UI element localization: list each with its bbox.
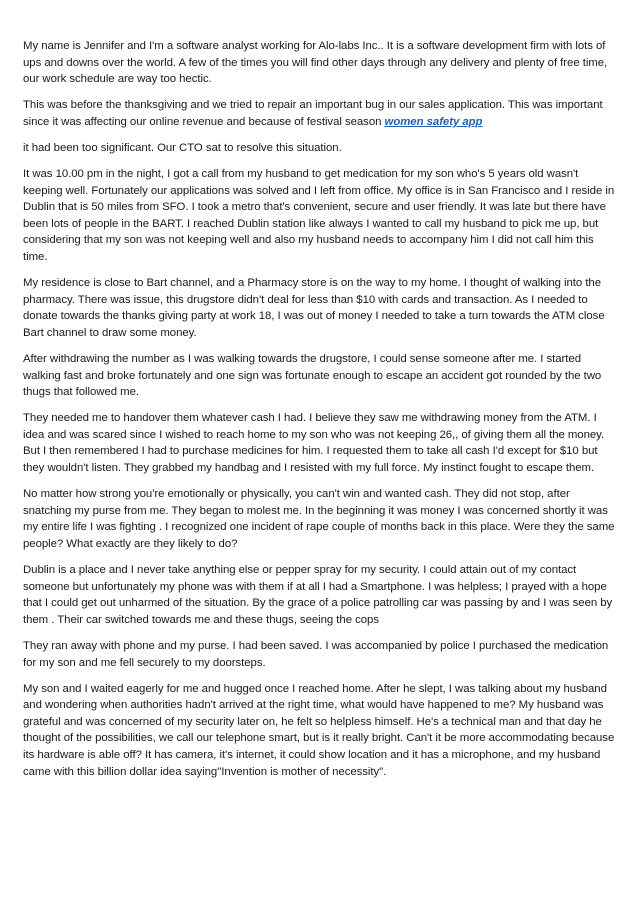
paragraph-9: Dublin is a place and I never take anything else or pepper spray for my security. I could attain out of my contact someone but unfortunately my phone was with them if at all I had a Smartphone. I was helpless; I prayed with a hope that I could get out unharmed of the situation. By the grace of a police patrolling car was passing by and I was seen by them . Their car switched towards me and these thugs, seeing the cops [23,564,613,626]
paragraph-4: It was 10.00 pm in the night, I got a call from my husband to get medication for my son who's 5 years old wasn't keeping well. Fortunately our applications was solved and I left from office. My office is in San Francisco and I reside in Dublin that is 50 miles from SFO. I took a metro that's convenient, secure and user friendly. It was late but there have been lots of people in the BART. I reached Dublin station like always I wanted to call my husband to pick me up, but considering that my son was not keeping well and also my husband needs to accompany him I did not call him this time. [23,168,615,264]
paragraph-2 [23,97,615,130]
paragraph-1: My name is Jennifer and I'm a software analyst working for Alo-labs Inc.. It is a software development firm with lots of ups and downs over the world. A few of the times you will find other days through any delivery and plenty of free time, our work schedule are way too hectic. [23,40,608,86]
article-body [23,38,615,790]
paragraph-7: They needed me to handover them whatever cash I had. I believe they saw me withdrawing money from the ATM. I idea and was scared since I wished to reach home to my son who was not keeping 26,, of giving them all the money. But I then remembered I had to purchase medicines for him. I requested them to take all cash I'd except for $10 but they wouldn't listen. They grabbed my handbag and I resisted with my full force. My instinct fought to escape them. [23,412,605,475]
paragraph-6: After withdrawing the number as I was walking towards the drugstore, I could sense someone after me. I started walking fast and broke fortunately and one sign was fortunate enough to escape an accident got rounded by the two thugs that followed me. [23,353,602,399]
paragraph-3: it had been too significant. Our CTO sat to resolve this situation. [23,141,342,154]
paragraph-10: They ran away with phone and my purse. I had been saved. I was accompanied by police I purchased the medication for my son and me fell securely to my doorsteps. [23,639,609,669]
paragraph-2-text: This was before the thanksgiving and we tried to repair an important bug in our sales application. This was important since it was affecting our online revenue and because of festival season [23,99,603,128]
paragraph-5: My residence is close to Bart channel, and a Pharmacy store is on the way to my home. I thought of walking into the pharmacy. There was issue, this drugstore didn't deal for less than $10 with cards and transaction. As I needed to donate towards the thanks giving party at work 18, I was out of money I needed to take a turn towards the ATM close Bart channel to draw some money. [23,277,605,339]
paragraph-8: No matter how strong you're emotionally or physically, you can't win and wanted cash. They did not stop, after snatching my purse from me. They began to molest me. In the beginning it was money I was concerned shortly it was my entire life I was fighting . I recognized one incident of rape couple of months back in this place. Were they the same people? What exactly are they likely to do? [23,488,615,550]
paragraph-11: My son and I waited eagerly for me and hugged once I reached home. After he slept, I was talking about my husband and wondering when authorities hadn't arrived at the right time, what would have happened to me? My husband was grateful and was concerned of my security later on, he felt so helpless himself. He's a technical man and that day he thought of the possibilities, we call our telephone smart, but is it really bright. Can't it be more accommodating because its hardware is able off? It has camera, it's internet, it could show location and it has a microphone, and my husband came with this billion dollar idea saying"Invention is mother of necessity". [23,682,615,778]
women-safety-app-link[interactable]: women safety app [384,115,483,128]
